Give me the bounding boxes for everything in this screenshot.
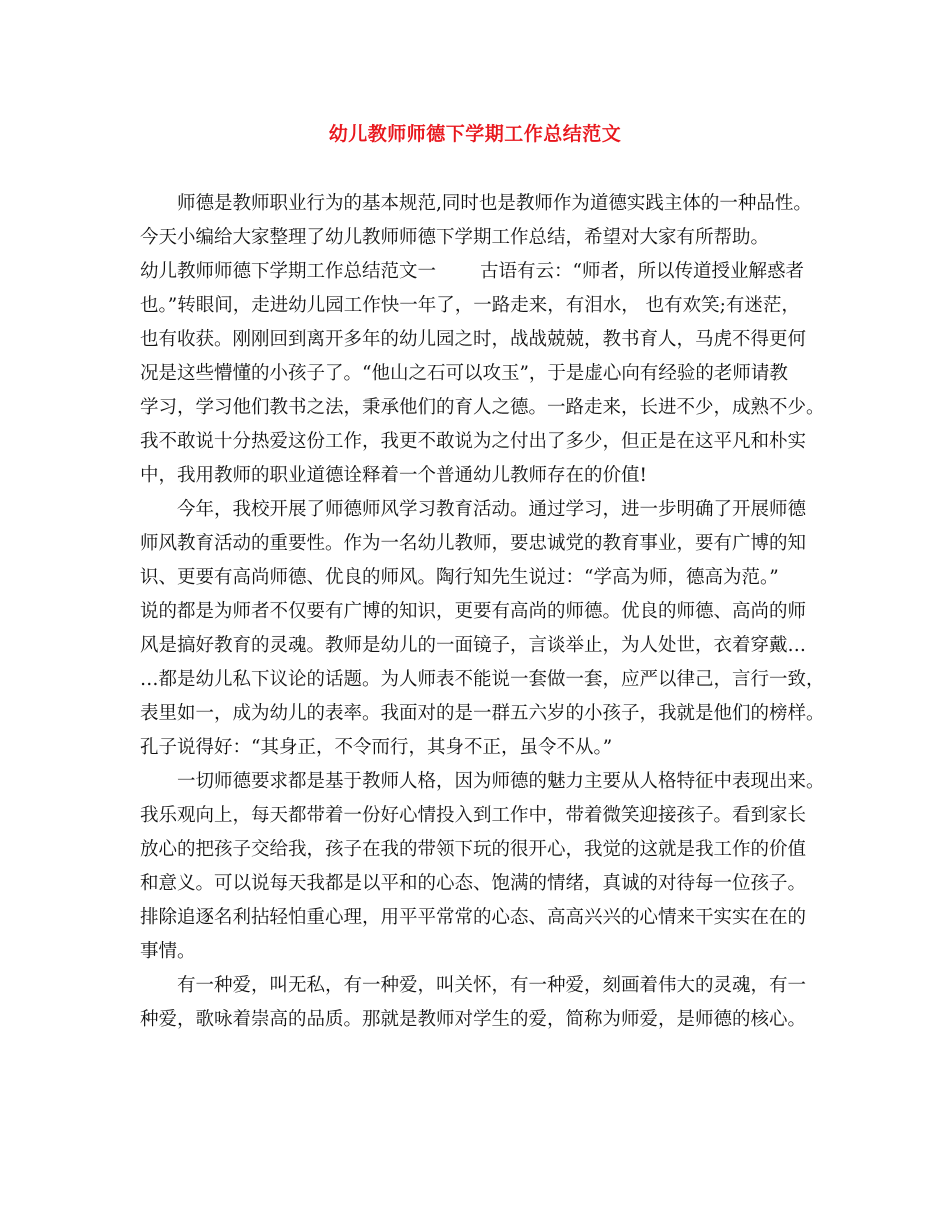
paragraph-line: 种爱，歌咏着崇高的品质。那就是教师对学生的爱，简称为师爱，是师德的核心。 (140, 1009, 807, 1030)
paragraph-line: 放心的把孩子交给我，孩子在我的带领下玩的很开心，我觉的这就是我工作的价值 (140, 839, 807, 860)
paragraph-line: 学习，学习他们教书之法，秉承他们的育人之德。一路走来，长进不少，成熟不少。 (140, 397, 825, 418)
paragraph-line: 今天小编给大家整理了幼儿教师师德下学期工作总结，希望对大家有所帮助。 (140, 227, 770, 248)
paragraph-line: 中，我用教师的职业道德诠释着一个普通幼儿教师存在的价值! (140, 465, 647, 486)
paragraph-line: 孔子说得好：“其身正，不令而行，其身不正，虽令不从。” (140, 737, 613, 758)
section-heading: 幼儿教师师德下学期工作总结范文一 (140, 261, 437, 282)
paragraph-line: 和意义。可以说每天我都是以平和的心态、饱满的情绪，真诚的对待每一位孩子。 (140, 873, 807, 894)
paragraph-line: 也有收获。刚刚回到离开多年的幼儿园之时，战战兢兢，教书育人，马虎不得更何 (140, 329, 807, 350)
paragraph-line: 排除追逐名利拈轻怕重心理，用平平常常的心态、高高兴兴的心情来干实实在在的 (140, 907, 807, 928)
paragraph-line: 一切师德要求都是基于教师人格，因为师德的魅力主要从人格特征中表现出来。 (177, 771, 825, 792)
paragraph-line: 况是这些懵懂的小孩子了。“他山之石可以攻玉”，于是虚心向有经验的老师请教 (140, 363, 788, 384)
paragraph-line: 师德是教师职业行为的基本规范,同时也是教师作为道德实践主体的一种品性。 (177, 193, 812, 214)
paragraph-line-with-heading (140, 259, 812, 293)
document-body (140, 191, 825, 1041)
paragraph-line: 师风教育活动的重要性。作为一名幼儿教师，要忠诚党的教育事业，要有广博的知 (140, 533, 807, 554)
paragraph-line: 我不敢说十分热爱这份工作，我更不敢说为之付出了多少，但正是在这平凡和朴实 (140, 431, 807, 452)
paragraph-line: 风是搞好教育的灵魂。教师是幼儿的一面镜子，言谈举止，为人处世，衣着穿戴… (140, 635, 807, 656)
paragraph-line: 事情。 (140, 941, 196, 962)
paragraph-line: 我乐观向上，每天都带着一份好心情投入到工作中，带着微笑迎接孩子。看到家长 (140, 805, 807, 826)
paragraph-line: 表里如一，成为幼儿的表率。我面对的是一群五六岁的小孩子，我就是他们的榜样。 (140, 703, 825, 724)
paragraph-line: …都是幼儿私下议论的话题。为人师表不能说一套做一套，应严以律己，言行一致， (140, 669, 825, 690)
paragraph-line: 也。”转眼间，走进幼儿园工作快一年了，一路走来，有泪水， 也有欢笑;有迷茫， (140, 295, 800, 316)
document-title: 幼儿教师师德下学期工作总结范文 (328, 123, 622, 145)
paragraph-line: 有一种爱，叫无私，有一种爱，叫关怀，有一种爱，刻画着伟大的灵魂，有一 (177, 975, 807, 996)
paragraph-line: 今年，我校开展了师德师风学习教育活动。通过学习，进一步明确了开展师德 (177, 499, 807, 520)
paragraph-text: 古语有云：“师者，所以传道授业解惑者 (480, 261, 804, 282)
paragraph-line: 识、更要有高尚师德、优良的师风。陶行知先生说过：“学高为师，德高为范。” (140, 567, 779, 588)
paragraph-line: 说的都是为师者不仅要有广博的知识，更要有高尚的师德。优良的师德、高尚的师 (140, 601, 807, 622)
